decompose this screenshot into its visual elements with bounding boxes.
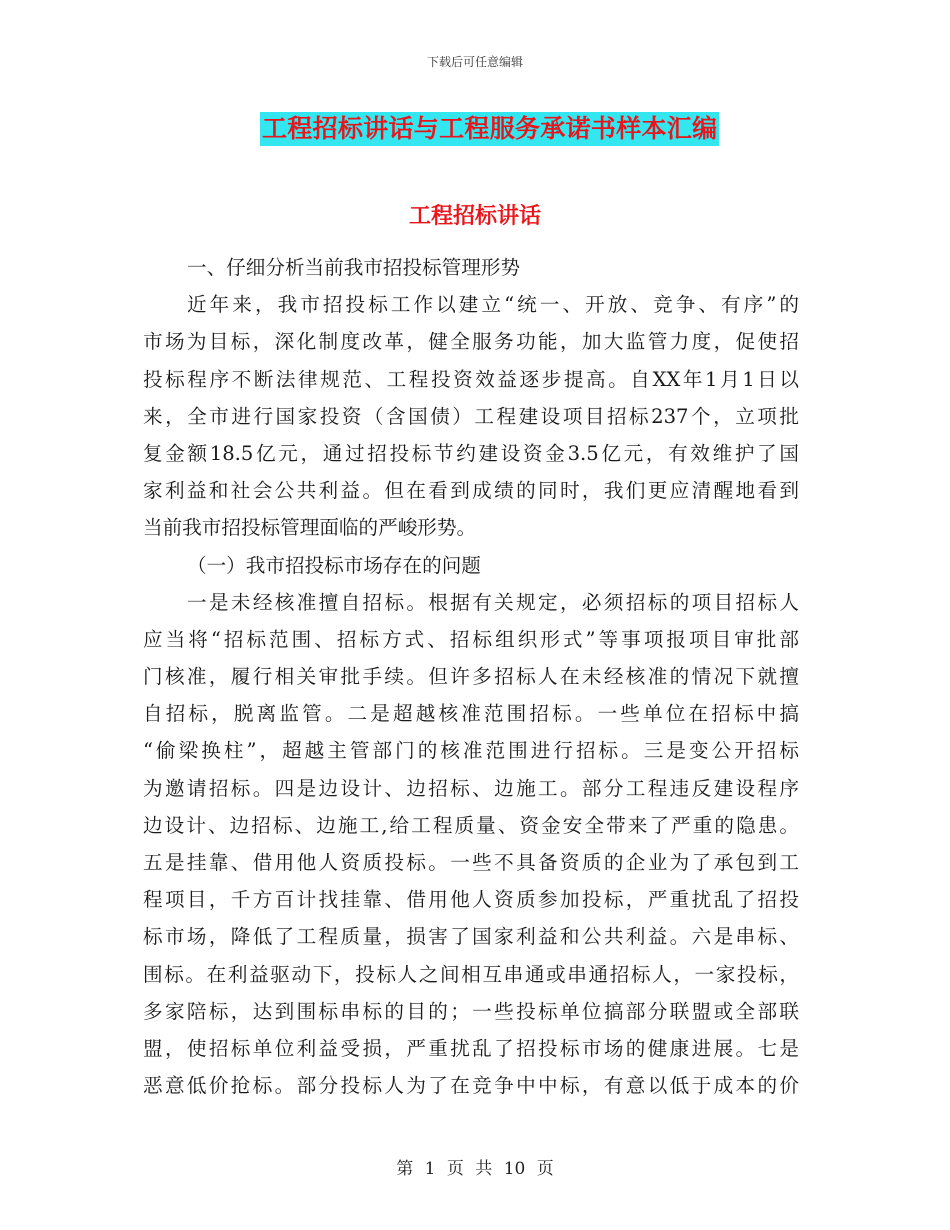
paragraph-line: 复金额18.5亿元，通过招投标节约建设资金3.5亿元，有效维护了国 [143,441,799,465]
paragraph-line: 程项目，千方百计找挂靠、借用他人资质参加投标，严重扰乱了招投 [143,888,799,912]
paragraph-line: 多家陪标，达到围标串标的目的；一些投标单位搞部分联盟或全部联 [143,999,799,1023]
page-footer: 第 1 页 共 10 页 [396,1159,554,1179]
paragraph-line: 边设计、边招标、边施工,给工程质量、资金安全带来了严重的隐患。 [143,813,799,837]
paragraph-line: 五是挂靠、借用他人资质投标。一些不具备资质的企业为了承包到工 [143,851,799,874]
paragraph-line: 恶意低价抢标。部分投标人为了在竞争中中标，有意以低于成本的价 [143,1074,799,1098]
paragraph-line: 应当将“招标范围、招标方式、招标组织形式”等事项报项目审批部 [143,627,799,651]
paragraph-line: 一是未经核准擅自招标。根据有关规定，必须招标的项目招标人 [187,590,799,614]
paragraph-line: 自招标，脱离监管。二是超越核准范围招标。一些单位在招标中搞 [143,702,799,726]
paragraph-line: 市场为目标，深化制度改革，健全服务功能，加大监管力度，促使招 [143,330,799,354]
paragraph-line: 围标。在利益驱动下，投标人之间相互串通或串通招标人，一家投标， [143,962,799,986]
paragraph-line: 一、仔细分析当前我市招投标管理形势 [187,256,521,279]
body-text [143,249,799,1104]
paragraph-line: 当前我市招投标管理面临的严峻形势。 [143,516,477,540]
paragraph-line: 家利益和社会公共利益。但在看到成绩的同时，我们更应清醒地看到 [143,479,799,503]
paragraph-line: 为邀请招标。四是边设计、边招标、边施工。部分工程违反建设程序 [143,776,799,800]
paragraph-line: “偷梁换柱”，超越主管部门的核准范围进行招标。三是变公开招标 [143,739,799,763]
paragraph-line: 门核准，履行相关审批手续。但许多招标人在未经核准的情况下就擅 [143,665,799,689]
header-note: 下载后可任意编辑 [426,55,523,69]
paragraph-line: 盟，使招标单位利益受损，严重扰乱了招投标市场的健康进展。七是 [143,1036,799,1060]
paragraph-line: 来，全市进行国家投资（含国债）工程建设项目招标237个，立项批 [143,404,799,428]
paragraph-line: （一）我市招投标市场存在的问题 [187,553,481,577]
section-title: 工程招标讲话 [408,204,541,229]
paragraph-line: 投标程序不断法律规范、工程投资效益逐步提高。自XX年1月1日以 [143,367,799,391]
document-title: 工程招标讲话与工程服务承诺书样本汇编 [260,112,719,146]
paragraph-line: 标市场，降低了工程质量，损害了国家利益和公共利益。六是串标、 [143,925,799,949]
paragraph-line: 近年来，我市招投标工作以建立“统一、开放、竞争、有序”的 [187,293,799,317]
